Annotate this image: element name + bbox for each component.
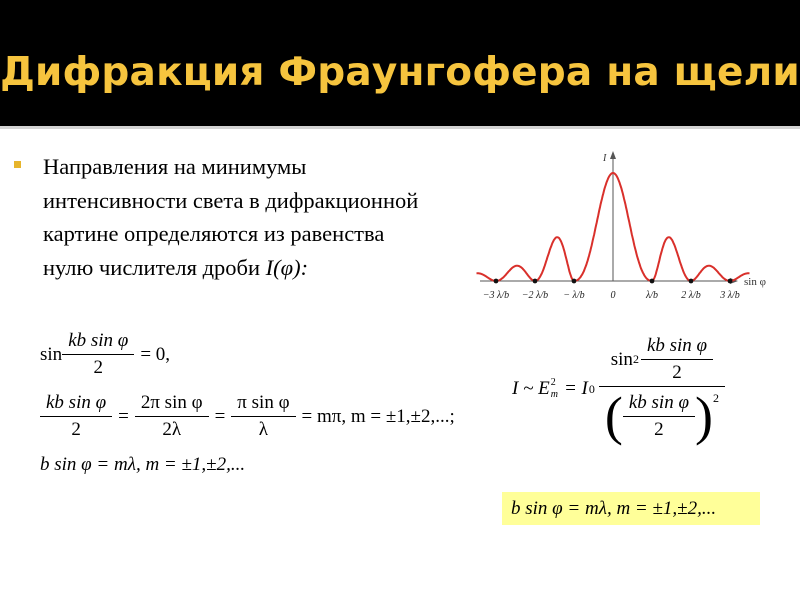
minimum-marker-5 <box>728 279 733 284</box>
minimum-marker-3 <box>650 279 655 284</box>
eq1-func: sin <box>40 343 63 365</box>
num-func: sin <box>610 348 633 370</box>
x-tick-label-4: λ/b <box>645 290 659 301</box>
eq2-fraction-3 <box>234 392 292 441</box>
highlighted-minimum-condition <box>502 492 760 525</box>
right-paren: ) <box>694 386 713 446</box>
intensity-formula-line <box>512 335 725 446</box>
intensity-main-fraction <box>602 335 722 446</box>
eq2-f3-num: π sin φ <box>237 392 290 413</box>
x-tick-label-5: 2 λ/b <box>681 290 701 301</box>
eq1-num: kb sin φ <box>68 330 129 351</box>
eq2-f1-num: kb sin φ <box>46 392 107 413</box>
eq2-f1-den: 2 <box>40 416 112 441</box>
lhs-sup: 2 <box>550 377 556 388</box>
num-inner-num: kb sin φ <box>646 335 708 356</box>
bullet-text <box>43 150 428 284</box>
x-tick-label-3: 0 <box>610 290 616 301</box>
den-inner-fraction <box>626 392 692 441</box>
minimum-marker-2 <box>572 279 577 284</box>
minimum-marker-1 <box>533 279 538 284</box>
minimum-marker-0 <box>494 279 499 284</box>
title-bar <box>0 0 800 129</box>
eq2-equals-1: = <box>118 405 129 427</box>
y-axis-arrow-icon <box>610 151 616 159</box>
eq2-f3-den: λ <box>231 416 295 441</box>
num-inner-den: 2 <box>641 359 713 384</box>
lhs-indices <box>551 377 558 401</box>
eq2-fraction-1 <box>43 392 109 441</box>
num-sup: 2 <box>632 352 639 366</box>
tick-labels <box>483 290 740 301</box>
diffraction-intensity-chart <box>470 145 780 325</box>
equation-2 <box>40 392 461 441</box>
den-inner-den: 2 <box>623 416 695 441</box>
equation-3 <box>40 454 245 476</box>
eq2-f2-den: 2λ <box>135 416 209 441</box>
x-tick-label-1: −2 λ/b <box>521 290 549 301</box>
minimum-marker-4 <box>689 279 694 284</box>
num-inner-fraction <box>644 335 710 384</box>
eq1-rhs: = 0, <box>140 343 171 365</box>
highlight-text: b sin φ = mλ, m = ±1,±2,... <box>511 498 717 519</box>
eq1-den: 2 <box>62 354 134 379</box>
chart-axes <box>480 151 738 284</box>
i0-sub: 0 <box>588 381 595 396</box>
eq2-equals-2: = <box>214 405 226 427</box>
lhs-sub: m <box>550 389 558 400</box>
intensity-numerator <box>608 335 716 386</box>
intensity-formula <box>512 335 772 465</box>
eq1-fraction <box>65 330 131 379</box>
intensity-eq: = I <box>563 378 588 399</box>
y-axis-label: I <box>603 153 607 164</box>
x-tick-label-6: 3 λ/b <box>720 290 740 301</box>
intensity-lhs: I ~ E <box>512 378 550 399</box>
eq2-fraction-2 <box>138 392 206 441</box>
left-paren: ( <box>604 386 623 446</box>
equation-1 <box>40 330 176 379</box>
eq2-f2-num: 2π sin φ <box>140 392 203 413</box>
den-sup: 2 <box>712 391 719 405</box>
eq2-rhs: = mπ, m = ±1,±2,...; <box>301 405 455 427</box>
bullet-formula: I(φ): <box>265 254 309 280</box>
bullet-marker-icon <box>14 161 21 168</box>
x-tick-label-2: − λ/b <box>563 290 585 301</box>
den-inner-num: kb sin φ <box>628 391 689 413</box>
bullet-sentence: Направления на минимумы интенсивности света в дифракционной картине определяются из равенства нулю числителя дроби <box>43 154 419 280</box>
slide-title: Дифракция Фраунгофера на щели <box>0 50 800 95</box>
eq3-text: b sin φ = mλ, m = ±1,±2,... <box>40 454 246 475</box>
x-tick-label-0: −3 λ/b <box>482 290 510 301</box>
x-axis-label: sin φ <box>744 276 766 288</box>
intensity-denominator <box>599 386 725 446</box>
